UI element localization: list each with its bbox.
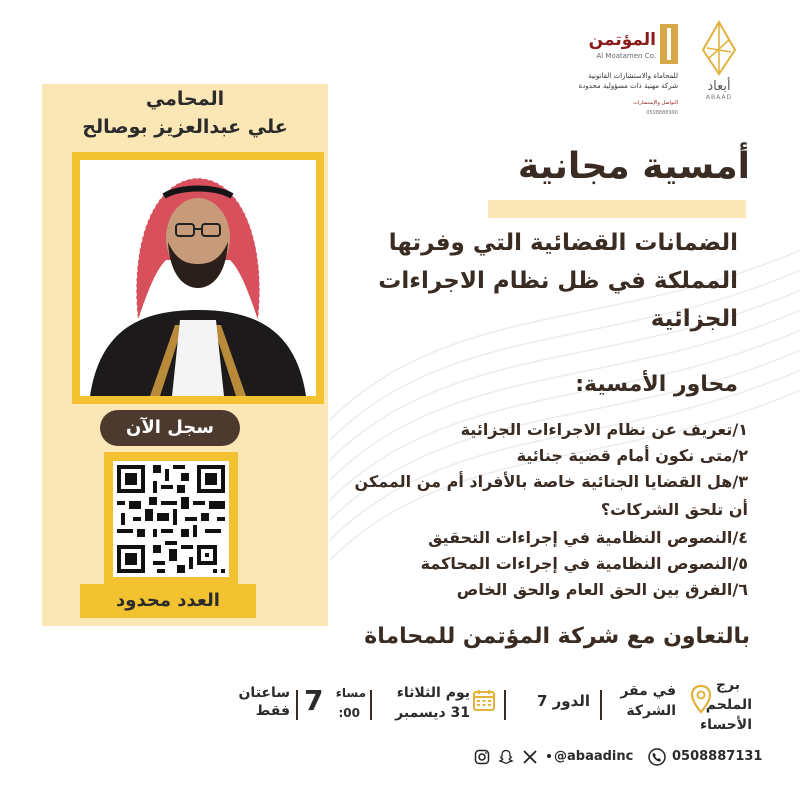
motamen-subtitle: للمحاماة والاستشارات القانونية xyxy=(588,72,678,80)
motamen-logo-arabic: المؤتمن xyxy=(588,30,656,50)
motamen-logo xyxy=(568,24,678,119)
day-line-2: 31 ديسمبر xyxy=(395,705,470,721)
calendar-icon xyxy=(472,688,496,712)
x-twitter-icon[interactable] xyxy=(522,749,538,765)
axis-item: ٤/النصوص النظامية في إجراءات التحقيق xyxy=(428,528,748,547)
location-line-1: برج xyxy=(715,677,740,693)
axis-item: أن تلحق الشركات؟ xyxy=(600,500,748,519)
abaad-logo xyxy=(684,20,754,102)
topic-line-3: الجزائية xyxy=(650,306,738,332)
separator xyxy=(370,690,372,720)
motamen-logo-icon xyxy=(660,24,678,64)
abaad-logo-icon xyxy=(695,20,743,76)
motamen-company-type: شركة مهنية ذات مسؤولية محدودة xyxy=(578,82,678,90)
instagram-icon[interactable] xyxy=(474,749,490,765)
axis-item: ٢/متى نكون أمام قضية جنائية xyxy=(516,446,748,465)
registration-qr-frame xyxy=(104,452,238,586)
motamen-contact-label: التواصل والإستشارات xyxy=(633,100,678,106)
speaker-portrait-illustration xyxy=(80,160,316,396)
speaker-photo xyxy=(80,160,316,396)
separator xyxy=(296,690,298,720)
registration-qr-code[interactable] xyxy=(113,461,229,577)
axis-item: ١/تعريف عن نظام الاجراءات الجزائية xyxy=(460,420,748,439)
duration-line-2: فقط xyxy=(255,703,290,719)
snapchat-icon[interactable] xyxy=(498,749,514,765)
dot-separator-icon xyxy=(546,753,552,759)
venue-line-1: في مقر xyxy=(620,683,676,699)
register-now-button[interactable]: سجل الآن xyxy=(100,410,240,446)
duration-line-1: ساعتان xyxy=(238,685,290,701)
time-minutes: :00 xyxy=(338,706,360,720)
event-heading: أمسية مجانية xyxy=(517,146,750,187)
abaad-logo-text: أبعاد xyxy=(707,79,731,94)
location-line-2: الملحم xyxy=(705,697,752,713)
motamen-contact-number: 0508888990 xyxy=(646,110,678,116)
abaad-logo-latin: ABAAD xyxy=(705,94,733,101)
day-line-1: يوم الثلاثاء xyxy=(396,685,470,701)
axes-title: محاور الأمسية: xyxy=(575,372,738,397)
axis-item: ٦/الفرق بين الحق العام والحق الخاص xyxy=(456,580,748,599)
limited-seats-badge: العدد محدود xyxy=(80,584,256,618)
qr-code-icon xyxy=(113,461,229,577)
axis-item: ٣/هل القضايا الجنائية خاصة بالأفراد أم من الممكن xyxy=(354,472,748,491)
venue-line-2: الشركة xyxy=(626,703,676,719)
phone-icon xyxy=(648,748,666,766)
heading-underline-bar xyxy=(488,200,746,218)
topic-line-2: المملكة في ظل نظام الاجراءات xyxy=(378,268,738,294)
speaker-photo-frame xyxy=(72,152,324,404)
motamen-logo-latin: Al Moatamen Co. xyxy=(596,52,656,60)
collaboration-line: بالتعاون مع شركة المؤتمن للمحاماة xyxy=(364,624,750,649)
time-period-label: مساء xyxy=(335,686,366,700)
phone-number[interactable]: 0508887131 xyxy=(672,749,763,764)
separator xyxy=(504,690,506,720)
social-handle[interactable]: @abaadinc xyxy=(554,749,634,764)
separator xyxy=(600,690,602,720)
floor-label: الدور 7 xyxy=(536,692,590,710)
axis-item: ٥/النصوص النظامية في إجراءات المحاكمة xyxy=(420,554,748,573)
speaker-name: علي عبدالعزيز بوصالح xyxy=(82,116,288,138)
speaker-title: المحامي xyxy=(145,88,225,110)
time-hour: 7 xyxy=(304,684,324,717)
topic-line-1: الضمانات القضائية التي وفرتها xyxy=(388,230,738,256)
location-line-3: الأحساء xyxy=(700,717,752,733)
